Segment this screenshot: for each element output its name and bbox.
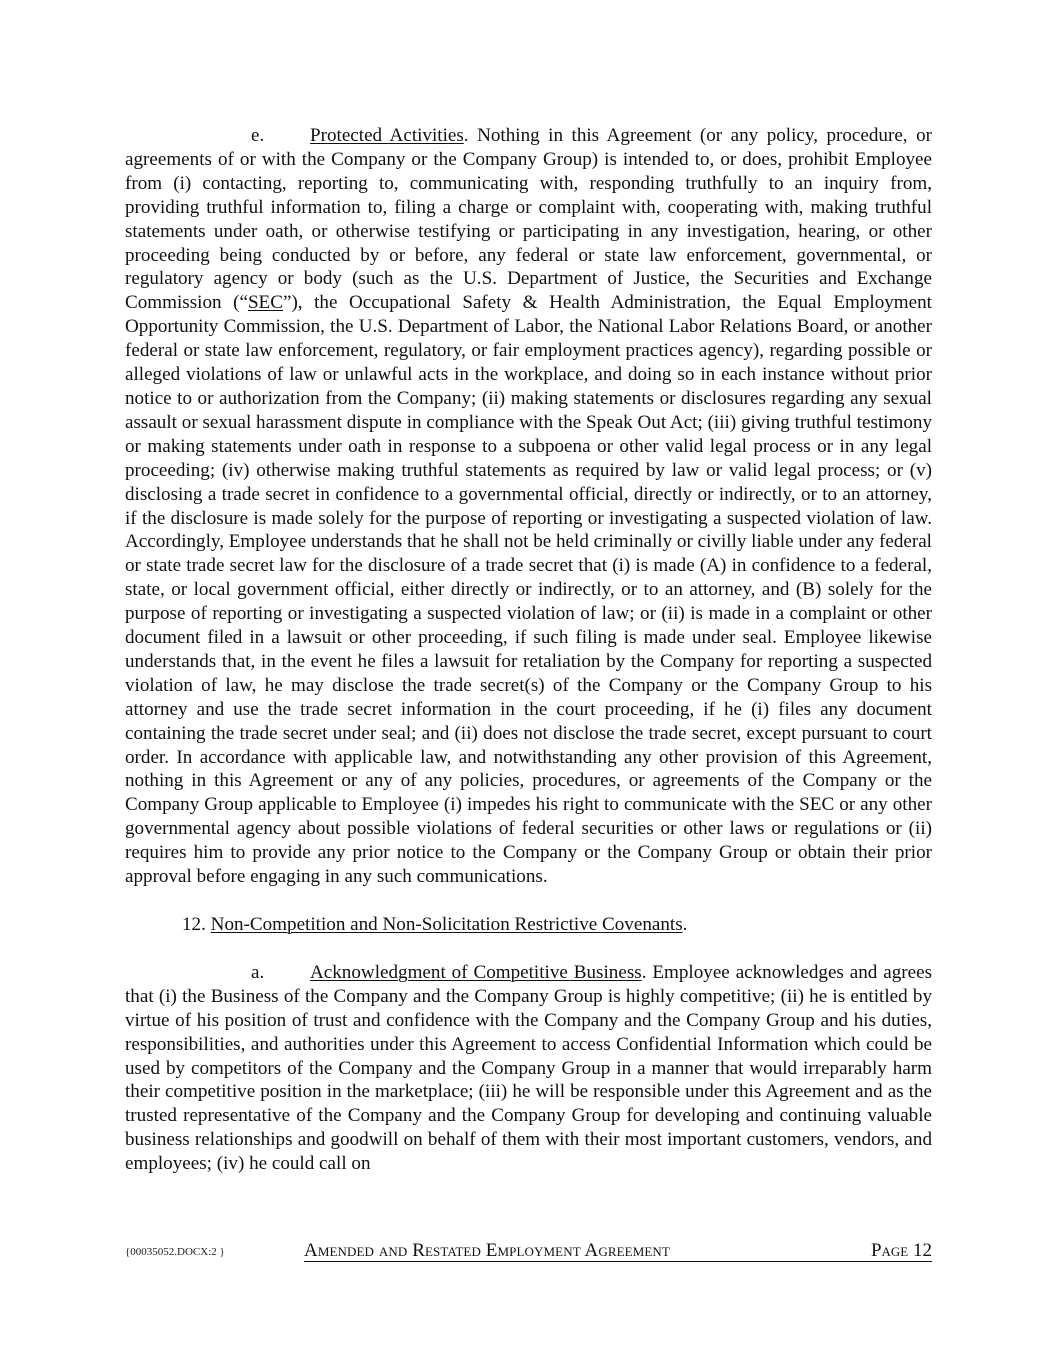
paragraph-enum: e. xyxy=(251,125,265,146)
footer-document-reference: {00035052.DOCX:2 } xyxy=(125,1246,225,1258)
paragraph-acknowledgment xyxy=(125,961,932,1176)
section-heading-12 xyxy=(125,913,932,937)
section-number: 12. xyxy=(182,914,206,935)
paragraph-protected-activities xyxy=(125,124,932,889)
section-title: Non-Competition and Non-Solicitation Restrictive Covenants xyxy=(210,914,683,935)
page-footer xyxy=(125,1240,932,1264)
section-title-period: . xyxy=(682,914,688,935)
footer-page-number: Page 12 xyxy=(870,1240,932,1261)
paragraph-enum: a. xyxy=(251,961,265,983)
paragraph-text: . Employee acknowledges and agrees that (i) the Business of the Company and the Company Group is highly competitive; (ii) he is entitled by virtue of his position of trust and confidence with the Company and the Company Group and his duties, responsibilities, and authorities under this Agreement to access Confidential Information which could be used by competitors of the Company and the Company Group in a manner that would irreparably harm their competitive position in the marketplace; (iii) he will be responsible under this Agreement and as the trusted representative of the Company and the Company Group for developing and continuing valuable business relationships and goodwill on behalf of them with their most important customers, vendors, and employees; (iv) he could call on xyxy=(125,961,932,1175)
document-body xyxy=(125,124,932,1176)
footer-title: Amended and Restated Employment Agreement xyxy=(304,1240,670,1261)
paragraph-text-continued: ”), the Occupational Safety & Health Administration, the Equal Employment Opportunity Commission, the U.S. Department of Labor, the National Labor Relations Board, or another federal or state law enforcement, regulatory, or fair employment practices agency), regarding possible or alleged violations of law or unlawful acts in the workplace, and doing so in each instance without prior notice to or authorization from the Company; (ii) making statements or disclosures regarding any sexual assault or sexual harassment dispute in compliance with the Speak Out Act; (iii) giving truthful testimony or making statements under oath in response to a subpoena or other valid legal process or in any legal proceeding; (iv) otherwise making truthful statements as required by law or valid legal process; or (v) disclosing a trade secret in confidence to a governmental official, directly or indirectly, or to an attorney, if the disclosure is made solely for the purpose of reporting or investigating a suspected violation of law. Accordingly, Employee understands that he shall not be held criminally or civilly liable under any federal or state trade secret law for the disclosure of a trade secret that (i) is made (A) in confidence to a federal, state, or local government official, either directly or indirectly, or to an attorney, and (B) solely for the purpose of reporting or investigating a suspected violation of law; or (ii) is made in a complaint or other document filed in a lawsuit or other proceeding, if such filing is made under seal. Employee likewise understands that, in the event he files a lawsuit for retaliation by the Company for reporting a suspected violation of law, he may disclose the trade secret(s) of the Company or the Company Group to his attorney and use the trade secret information in the court proceeding, if he (i) files any document containing the trade secret under seal; and (ii) does not disclose the trade secret, except pursuant to court order. In accordance with applicable law, and notwithstanding any other provision of this Agreement, nothing in this Agreement or any of any policies, procedures, or agreements of the Company or the Company Group applicable to Employee (i) impedes his right to communicate with the SEC or any other governmental agency about possible violations of federal securities or other laws or regulations or (ii) requires him to provide any prior notice to the Company or the Company Group or obtain their prior approval before engaging in any such communications. xyxy=(125,292,932,888)
paragraph-heading: Acknowledgment of Competitive Business xyxy=(310,961,642,983)
defined-term-sec: SEC xyxy=(247,292,283,314)
footer-underline-rule xyxy=(304,1261,932,1262)
paragraph-text: . Nothing in this Agreement (or any policy, procedure, or agreements of or with the Company or the Company Group) is intended to, or does, prohibit Employee from (i) contacting, reporting to, communicating with, responding truthfully to an inquiry from, providing truthful information to, filing a charge or complaint with, cooperating with, making truthful statements under oath, or otherwise testifying or participating in any investigation, hearing, or other proceeding being conducted by or before, any federal or state law enforcement, governmental, or regulatory agency or body (such as the U.S. Department of Justice, the Securities and Exchange Commission (“ xyxy=(125,125,932,314)
paragraph-heading: Protected Activities xyxy=(310,125,464,146)
